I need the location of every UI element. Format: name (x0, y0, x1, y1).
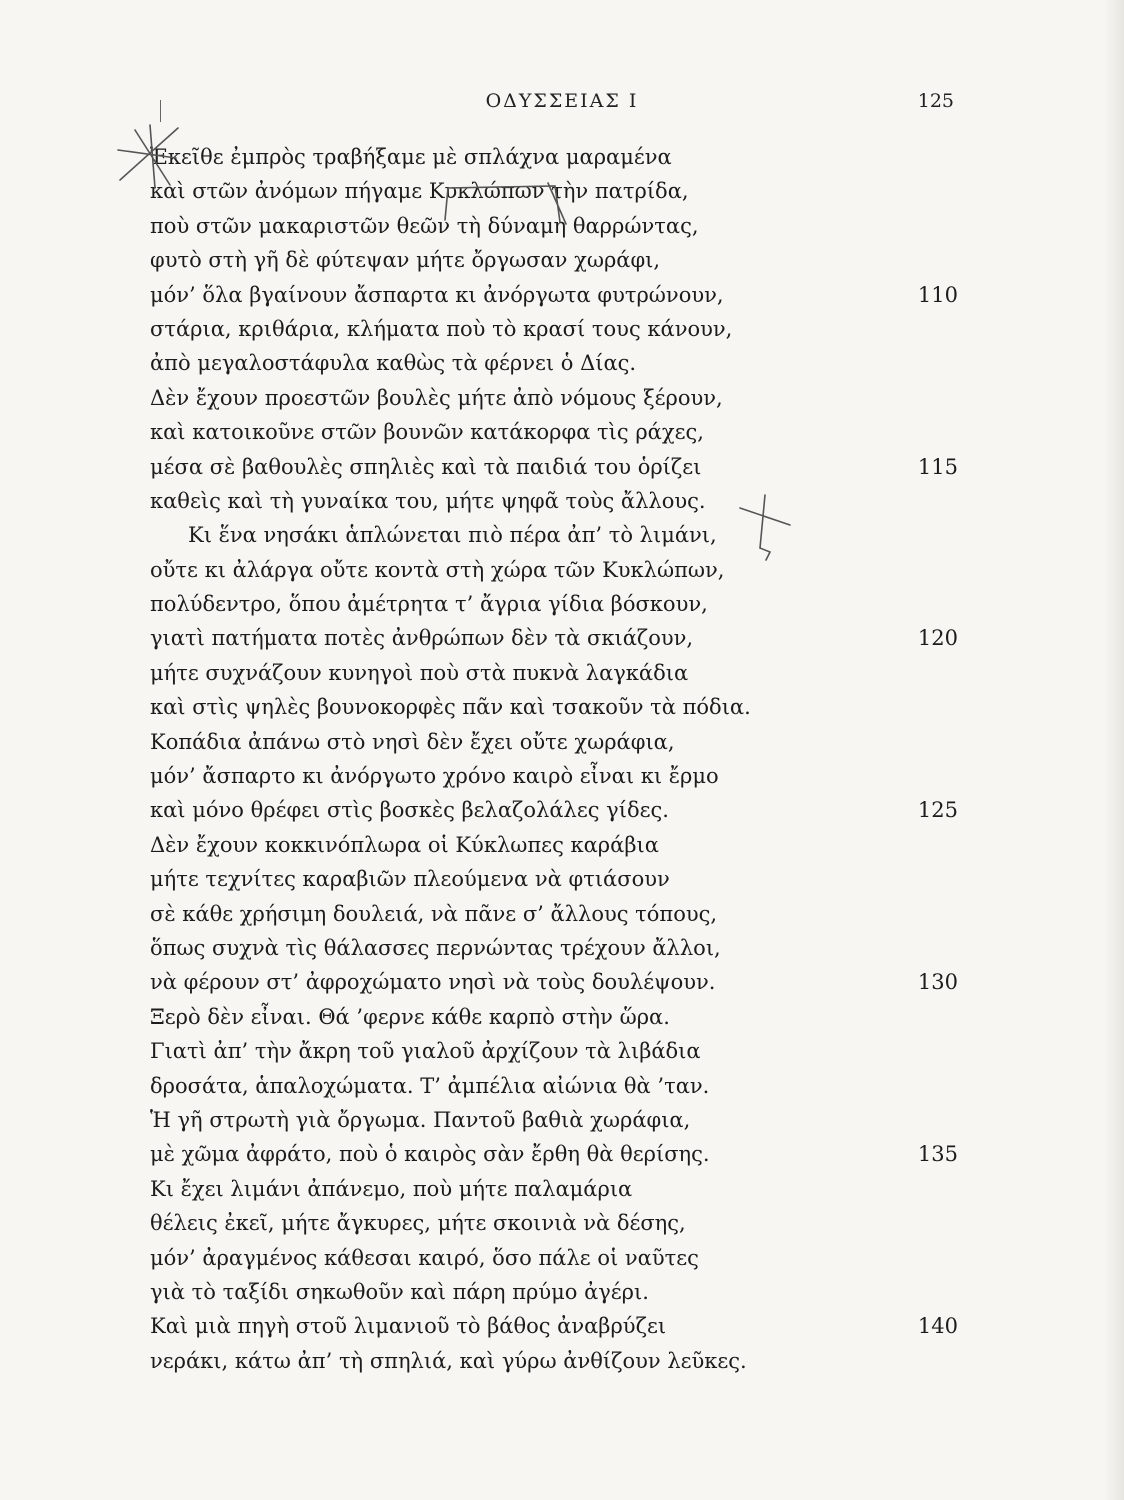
poem-line (150, 140, 970, 174)
poem-line (150, 1069, 970, 1103)
poem-line (150, 278, 970, 312)
line-number: 135 (917, 1142, 958, 1167)
poem-line-text: μήτε τεχνίτες καραβιῶν πλεούμενα νὰ φτιάσουν (150, 867, 670, 892)
poem-line (150, 1034, 970, 1068)
poem-text (150, 140, 970, 1378)
page-edge (1104, 0, 1124, 1500)
poem-line (150, 209, 970, 243)
poem-line (150, 1344, 970, 1378)
poem-line-text: μόν’ ὅλα βγαίνουν ἄσπαρτα κι ἀνόργωτα φυτρώνουν, (150, 282, 724, 307)
poem-line (150, 862, 970, 896)
poem-line-text: Δὲν ἔχουν προεστῶν βουλὲς μήτε ἀπὸ νόμους ξέρουν, (150, 385, 723, 410)
poem-line (150, 174, 970, 208)
page-number: 125 (917, 90, 954, 112)
poem-line-text: Ξερὸ δὲν εἶναι. Θά ’φερνε κάθε καρπὸ στὴν ὥρα. (150, 1004, 670, 1029)
poem-line-text: Κοπάδια ἀπάνω στὸ νησὶ δὲν ἔχει οὔτε χωράφια, (150, 729, 675, 754)
poem-line (150, 931, 970, 965)
poem-line-text: στάρια, κριθάρια, κλήματα ποὺ τὸ κρασί τους κάνουν, (150, 316, 733, 341)
poem-line (150, 897, 970, 931)
poem-line-text: σὲ κάθε χρήσιμη δουλειά, νὰ πᾶνε σ’ ἄλλους τόπους, (150, 901, 718, 926)
line-number: 110 (917, 282, 958, 307)
poem-line (150, 1172, 970, 1206)
poem-line-text: οὔτε κι ἀλάργα οὔτε κοντὰ στὴ χώρα τῶν Κυκλώπων, (150, 557, 725, 582)
poem-line (150, 656, 970, 690)
poem-line-text: μέσα σὲ βαθουλὲς σπηλιὲς καὶ τὰ παιδιά του ὁρίζει (150, 454, 702, 479)
poem-line-text: ἀπὸ μεγαλοστάφυλα καθὼς τὰ φέρνει ὁ Δίας. (150, 351, 637, 376)
line-number: 115 (917, 454, 958, 479)
poem-line (150, 1275, 970, 1309)
poem-line (150, 415, 970, 449)
poem-line-text: μήτε συχνάζουν κυνηγοὶ ποὺ στὰ πυκνὰ λαγκάδια (150, 660, 689, 685)
poem-line-text: πολύδεντρο, ὅπου ἀμέτρητα τ’ ἄγρια γίδια βόσκουν, (150, 592, 708, 617)
line-number: 125 (917, 798, 958, 823)
poem-line (150, 1137, 970, 1171)
poem-line-text: νεράκι, κάτω ἀπ’ τὴ σπηλιά, καὶ γύρω ἀνθίζουν λεῦκες. (150, 1348, 747, 1373)
poem-line (150, 484, 970, 518)
line-number: 140 (917, 1314, 958, 1339)
poem-line-text: Δὲν ἔχουν κοκκινόπλωρα οἱ Κύκλωπες καράβια (150, 832, 659, 857)
page-title: ΟΔΥΣΣΕΙΑΣ Ι (485, 90, 639, 112)
poem-line (150, 725, 970, 759)
poem-line (150, 759, 970, 793)
poem-line-text: μόν’ ἄσπαρτο κι ἀνόργωτο χρόνο καιρὸ εἶναι κι ἔρμο (150, 764, 719, 789)
poem-line (150, 1206, 970, 1240)
poem-line-text: δροσάτα, ἁπαλοχώματα. Τ’ ἀμπέλια αἰώνια θὰ ’ταν. (150, 1073, 710, 1098)
line-number: 130 (917, 970, 958, 995)
poem-line (150, 965, 970, 999)
poem-line-text: ὅπως συχνὰ τὶς θάλασσες περνώντας τρέχουν ἄλλοι, (150, 935, 721, 960)
poem-line-text: καὶ κατοικοῦνε στῶν βουνῶν κατάκορφα τὶς ράχες, (150, 420, 704, 445)
line-number: 120 (917, 626, 958, 651)
poem-line (150, 690, 970, 724)
poem-line (150, 828, 970, 862)
poem-line-text: γιατὶ πατήματα ποτὲς ἀνθρώπων δὲν τὰ σκιάζουν, (150, 626, 694, 651)
poem-line (150, 518, 970, 552)
poem-line (150, 346, 970, 380)
poem-line (150, 793, 970, 827)
poem-line (150, 587, 970, 621)
poem-line (150, 1000, 970, 1034)
poem-line-text: μόν’ ἀραγμένος κάθεσαι καιρό, ὅσο πάλε οἱ ναῦτες (150, 1245, 699, 1270)
poem-line (150, 243, 970, 277)
poem-line-text: φυτὸ στὴ γῆ δὲ φύτεψαν μήτε ὄργωσαν χωράφι, (150, 248, 661, 273)
poem-line (150, 1103, 970, 1137)
poem-line (150, 381, 970, 415)
poem-line-text: ποὺ στῶν μακαριστῶν θεῶν τὴ δύναμη θαρρώντας, (150, 213, 699, 238)
poem-line (150, 621, 970, 655)
poem-line-text: Ἡ γῆ στρωτὴ γιὰ ὄργωμα. Παντοῦ βαθιὰ χωράφια, (150, 1107, 691, 1132)
poem-line (150, 450, 970, 484)
poem-line-text: Καὶ μιὰ πηγὴ στοῦ λιμανιοῦ τὸ βάθος ἀναβρύζει (150, 1314, 667, 1339)
poem-line-text: θέλεις ἐκεῖ, μήτε ἄγκυρες, μήτε σκοινιὰ νὰ δέσης, (150, 1211, 686, 1236)
poem-line-text: Κι ἔχει λιμάνι ἀπάνεμο, ποὺ μήτε παλαμάρια (150, 1176, 633, 1201)
poem-line-text: γιὰ τὸ ταξίδι σηκωθοῦν καὶ πάρη πρύμο ἀγέρι. (150, 1279, 649, 1304)
poem-line-text: καὶ στῶν ἀνόμων πήγαμε Κυκλώπων τὴν πατρίδα, (150, 179, 689, 204)
poem-line-text: καὶ μόνο θρέφει στὶς βοσκὲς βελαζολάλες γίδες. (150, 798, 669, 823)
poem-line-text: καθεὶς καὶ τὴ γυναίκα του, μήτε ψηφᾶ τοὺς ἄλλους. (150, 488, 706, 513)
poem-line (150, 1309, 970, 1343)
poem-line-text: νὰ φέρουν στ’ ἀφροχώματο νησὶ νὰ τοὺς δουλέψουν. (150, 970, 716, 995)
poem-line (150, 553, 970, 587)
poem-line-text: καὶ στὶς ψηλὲς βουνοκορφὲς πᾶν καὶ τσακοῦν τὰ πόδια. (150, 695, 751, 720)
poem-line-text: Κι ἕνα νησάκι ἁπλώνεται πιὸ πέρα ἀπ’ τὸ λιμάνι, (188, 523, 717, 548)
poem-line (150, 1241, 970, 1275)
poem-line-text: Γιατὶ ἀπ’ τὴν ἄκρη τοῦ γιαλοῦ ἀρχίζουν τὰ λιβάδια (150, 1039, 701, 1064)
poem-line (150, 312, 970, 346)
poem-line-text: Ἐκεῖθε ἐμπρὸς τραβήξαμε μὲ σπλάχνα μαραμένα (150, 145, 672, 169)
poem-line-text: μὲ χῶμα ἀφράτο, ποὺ ὁ καιρὸς σὰν ἔρθη θὰ θερίσης. (150, 1142, 710, 1167)
